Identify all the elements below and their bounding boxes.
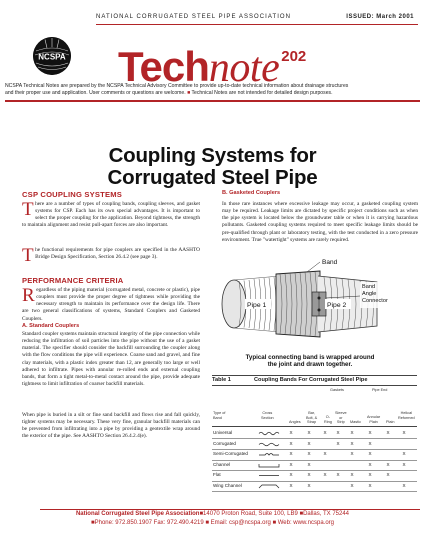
intro-line-1: NCSPA Technical Notes are prepared by the NCSPA Technical Advisory Committee to provide up-to-date technical information about drainage structures bbox=[5, 83, 349, 89]
band-angle-connector-shape bbox=[312, 292, 326, 316]
table-cell-mark: X bbox=[350, 451, 354, 457]
csp-paragraph-2 bbox=[22, 247, 200, 264]
table-cell-mark: X bbox=[368, 451, 372, 457]
table-cell-mark: X bbox=[289, 461, 293, 467]
table-number: Table 1 bbox=[212, 377, 231, 383]
masthead-note: note bbox=[208, 45, 280, 91]
table-cell-mark: X bbox=[289, 440, 293, 446]
intro-line-2-wrap bbox=[5, 90, 420, 97]
table-cell-mark: X bbox=[289, 472, 293, 478]
col-type bbox=[213, 411, 225, 420]
gasketed-couplers-heading: B. Gasketed Couplers bbox=[222, 190, 281, 196]
col-o-line-2: Ring bbox=[324, 419, 332, 424]
band-angle-label-2: Angle bbox=[362, 291, 377, 297]
col-annular-line-1: Annular bbox=[367, 415, 381, 419]
perf-p1-text: egardless of the piping material (corrugated metal, concrete or plastic), pipe couplers must provide the proper degree of tightness while providing the necessary strength to maintain its performance over the design life. There are two general classifications of systems, Standard Couplers and Gasketed Couplers. bbox=[22, 287, 200, 322]
ncspa-logo bbox=[33, 37, 71, 75]
row-label: Semi-Corrugated bbox=[213, 451, 248, 457]
col-helical-line-2: Reformed bbox=[398, 415, 415, 420]
standard-couplers-heading: A. Standard Couplers bbox=[22, 323, 80, 329]
col-bar-line-1: Bar, bbox=[308, 411, 315, 415]
row-label: Wing Channel bbox=[213, 483, 242, 488]
table-cell-mark: X bbox=[336, 440, 340, 446]
bullet-icon: ■ bbox=[187, 90, 191, 97]
footer-address: ■14070 Proton Road, Suite 100, LB9 ■Dallas, TX 75244 bbox=[199, 511, 350, 517]
drop-cap: R bbox=[22, 285, 35, 306]
table-cell-mark: X bbox=[307, 451, 311, 457]
logo-text: NCSPA bbox=[38, 52, 66, 62]
title-line-2: Corrugated Steel Pipe bbox=[107, 166, 318, 189]
header-rule bbox=[96, 24, 418, 25]
band-angle-label-1: Band bbox=[362, 284, 376, 290]
table-cell-mark: X bbox=[368, 483, 372, 488]
col-sleeve-line-2: or bbox=[339, 415, 343, 420]
col-sleeve-line-3: Strip bbox=[336, 420, 345, 425]
col-sleeve-strip bbox=[335, 411, 347, 425]
page-title bbox=[0, 145, 425, 189]
table-cell-mark: X bbox=[289, 451, 293, 457]
csp-heading: CSP COUPLING SYSTEMS bbox=[22, 190, 123, 199]
table-cell-mark: X bbox=[323, 451, 327, 457]
masthead-tech: Tech bbox=[118, 43, 209, 90]
table-cell-mark: X bbox=[289, 430, 293, 435]
drop-cap: T bbox=[22, 245, 34, 266]
coupling-band-figure bbox=[212, 256, 408, 352]
band-label: Band bbox=[322, 259, 338, 266]
group-header-gaskets: Gaskets bbox=[330, 388, 344, 392]
table-cell-mark: X bbox=[402, 461, 406, 467]
table-cell-mark: X bbox=[350, 472, 354, 478]
figure-caption-2: the joint and drawn together. bbox=[267, 361, 353, 369]
col-mastic: Mastic bbox=[350, 420, 361, 424]
pipe-2-label: Pipe 2 bbox=[327, 302, 347, 309]
col-cross-section bbox=[261, 411, 274, 420]
standard-paragraph-1: Standard coupler systems maintain structural integrity of the pipe connection while reducing the infiltration of soil particles into the pipe without the use of a gasket material. The specifier should consider the backfill surrounding the coupler along with the flow conditions the pipe will experience. Coarse sand and gravel, and fine clay materials, with a plastic index greater than 12, are generally too large or well adhered to infiltrate. Pipes with annular re-rolled ends and external coupling bands, that form a tight metal-to-metal contact around the pipe, provide adequate tightness to limit infiltration of coarser backfill materials. bbox=[22, 331, 200, 388]
cross-section-sketch bbox=[258, 463, 280, 468]
table-cell-mark: X bbox=[402, 430, 406, 435]
figure-caption-1: Typical connecting band is wrapped around bbox=[245, 354, 375, 361]
table-header-rule bbox=[212, 426, 417, 427]
intro-rule bbox=[5, 100, 420, 102]
table-cell-mark: X bbox=[368, 430, 372, 435]
row-label: Universal bbox=[213, 430, 233, 435]
masthead-number: 202 bbox=[281, 48, 307, 65]
table-cell-mark: X bbox=[336, 472, 340, 478]
gasketed-paragraph: In those rare instances where excessive leakage may occur, a gasketed coupling system may be required. Leakage limits are dictated by specific project conditions such as when the pipe system is located below the groundwater table or when it is carrying hazardous pollutants. Gasketed coupling systems required to meet specific leakage limits should be pre-qualified through plant or laboratory testing, with the test conducted in a zero pressure environment. True "watertight" systems are rarely required. bbox=[222, 201, 418, 243]
table-cell-mark: X bbox=[307, 483, 311, 488]
table-cell-mark: X bbox=[386, 461, 390, 467]
col-helical-reformed bbox=[398, 411, 415, 420]
group-header-pipe-end: Pipe End bbox=[372, 388, 388, 392]
col-angles: Angles bbox=[289, 420, 301, 424]
col-bar-line-2: Bolt, & bbox=[306, 415, 318, 420]
csp-p2-text: he functional requirements for pipe couplers are specified in the AASHTO Bridge Design Specification, Section 26.4.2 (see page 3). bbox=[35, 247, 200, 261]
title-line-1: Coupling Systems for bbox=[108, 144, 317, 167]
table-cell-mark: X bbox=[386, 472, 390, 478]
table-cell-mark: X bbox=[307, 440, 311, 446]
perf-paragraph bbox=[22, 287, 200, 323]
table-cell-mark: X bbox=[368, 472, 372, 478]
footer-rule bbox=[40, 509, 420, 510]
table-cell-mark: X bbox=[289, 483, 293, 488]
table-cell-mark: X bbox=[307, 430, 311, 435]
table-top-rule bbox=[212, 375, 417, 376]
cross-section-sketch bbox=[258, 473, 280, 478]
table-caption: Coupling Bands For Corrugated Steel Pipe bbox=[254, 377, 368, 383]
intro-line-2b: Technical Notes are not intended for detailed design purposes. bbox=[191, 90, 333, 97]
cross-section-sketch bbox=[258, 452, 280, 457]
col-type-line-1: Type of bbox=[213, 411, 226, 415]
table-cell-mark: X bbox=[350, 483, 354, 488]
cross-section-sketch bbox=[258, 431, 280, 436]
col-annular-plain bbox=[367, 415, 380, 424]
table-cell-mark: X bbox=[323, 472, 327, 478]
table-cell-mark: X bbox=[323, 430, 327, 435]
table-cell-mark: X bbox=[336, 430, 340, 435]
table-cell-mark: X bbox=[386, 430, 390, 435]
footer-org: National Corrugated Steel Pipe Association bbox=[75, 511, 200, 517]
figure-caption bbox=[212, 354, 408, 369]
header-org: NATIONAL CORRUGATED STEEL PIPE ASSOCIATION bbox=[96, 14, 292, 20]
table-cell-mark: X bbox=[350, 430, 354, 435]
col-o-ring bbox=[324, 415, 332, 424]
table-cell-mark: X bbox=[368, 461, 372, 467]
table-cell-mark: X bbox=[350, 440, 354, 446]
pipe-1-label: Pipe 1 bbox=[247, 302, 267, 309]
cross-section-sketch bbox=[258, 442, 280, 447]
intro-text bbox=[5, 83, 420, 97]
intro-line-2: and their proper use and application. User comments or questions are welcome. bbox=[5, 90, 186, 97]
row-label: Corrugated bbox=[213, 440, 236, 446]
csp-paragraph-1 bbox=[22, 201, 200, 230]
cross-section-sketch bbox=[258, 484, 280, 489]
col-o-line-1: O- bbox=[325, 415, 331, 419]
table-cell-mark: X bbox=[368, 440, 372, 446]
row-label: Flat bbox=[213, 472, 221, 478]
table-cell-mark: X bbox=[402, 483, 406, 488]
footer-line-1 bbox=[0, 511, 425, 517]
table-cell-mark: X bbox=[307, 472, 311, 478]
col-type-line-2: Band bbox=[213, 415, 222, 420]
issue-date: ISSUED: March 2001 bbox=[346, 14, 414, 20]
table-cell-mark: X bbox=[402, 451, 406, 457]
col-bar-line-3: Strap bbox=[307, 420, 317, 425]
table-title bbox=[212, 377, 417, 385]
col-cross-line-2: Section bbox=[261, 415, 274, 420]
footer-contact: ■Phone: 972.850.1907 Fax: 972.490.4219 ■ Email: csp@ncspa.org ■ Web: www.ncspa.org bbox=[91, 520, 334, 526]
perf-heading: PERFORMANCE CRITERIA bbox=[22, 276, 124, 285]
table-title-rule bbox=[212, 385, 417, 386]
drop-cap: T bbox=[22, 199, 34, 220]
col-plain: Plain bbox=[386, 420, 395, 424]
col-bar-bolt-strap bbox=[306, 411, 317, 425]
col-helical-line-1: Helical bbox=[400, 411, 413, 415]
table-cell-mark: X bbox=[307, 461, 311, 467]
row-label: Channel bbox=[213, 461, 231, 467]
col-sleeve-line-1: Sleeve bbox=[335, 411, 347, 415]
band-angle-label-3: Connector bbox=[362, 298, 388, 304]
standard-paragraph-2: When pipe is buried in a silt or fine sand backfill and flows rise and fall quickly, tighter systems may be necessary. These very fine, granular backfill materials can be prevented from infiltrating into a pipe by providing a geotextile wrap around the exterior of the pipe. See AASHTO Section 26.4.2.4(e). bbox=[22, 412, 200, 440]
col-cross-line-1: Cross bbox=[262, 411, 273, 415]
csp-p1-text: here are a number of types of coupling bands, coupling sleeves, and gasket systems for CSP. Each has its own special advantages. It is important to select the proper coupling for the application. Beyond tightness, the strength to maintain alignment and resist pull-apart forces are also important. bbox=[22, 201, 200, 229]
col-annular-line-2: Plain bbox=[369, 419, 378, 424]
